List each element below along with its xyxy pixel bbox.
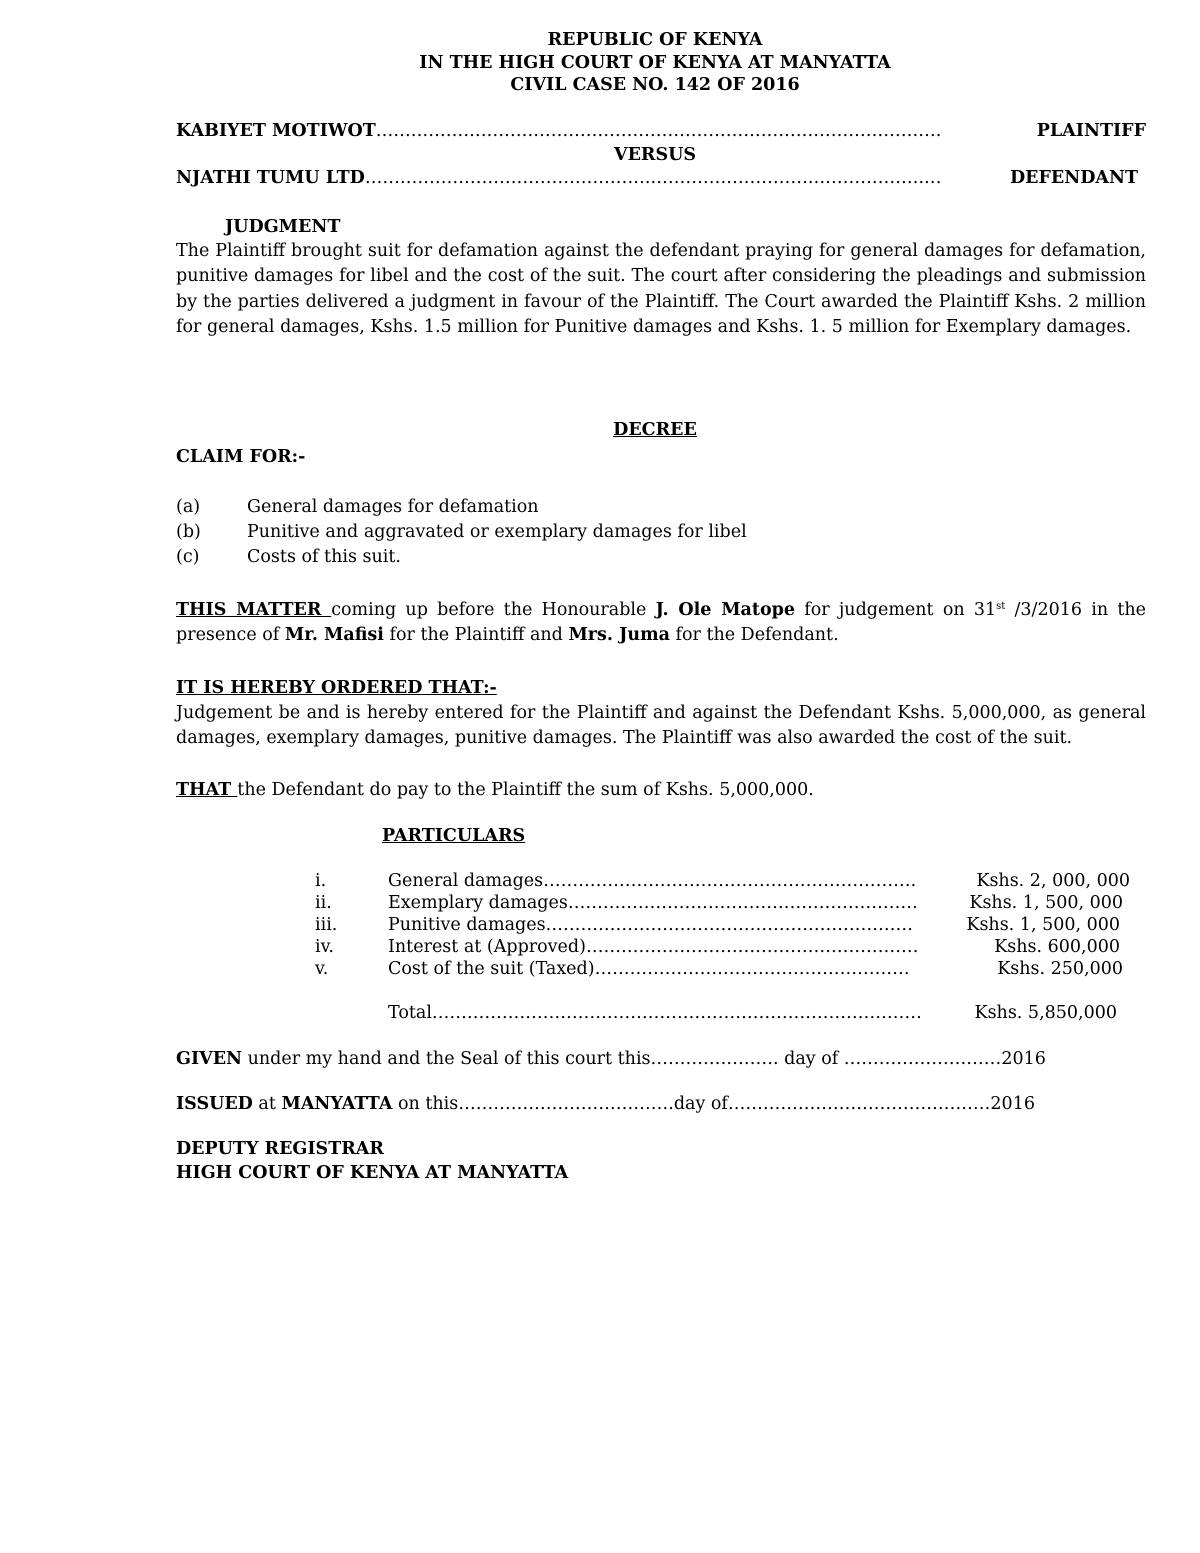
claim-heading: CLAIM FOR:- [176, 447, 306, 467]
orders-body: Judgement be and is hereby entered for the Plaintiff and against the Defendant Kshs. 5,000,000, as general damages, exemplary damages, punitive damages. The Plaintiff was also awarded the cost of the suit. [176, 703, 1146, 749]
that-line: THAT the Defendant do pay to the Plaintiff the sum of Kshs. 5,000,000. [176, 780, 814, 800]
defendant-name: NJATHI TUMU LTD………………………………………….……………………….……………….… [176, 168, 942, 188]
judgment-body: The Plaintiff brought suit for defamation against the defendant praying for general damages for defamation, punitive damages for libel and the cost of the suit. The court after considering the pleadings and submission by the parties delivered a judgment in favour of the Plaintiff. The Court awarded the Plaintiff Kshs. 2 million for general damages, Kshs. 1.5 million for Punitive damages and Kshs. 1. 5 million for Exemplary damages. [176, 241, 1146, 338]
plaintiff-counsel: Mr. Mafisi [284, 625, 384, 646]
particular-row: ii. Exemplary damages…………………………………………………… Kshs. 1, 500, 000 [315, 893, 1123, 913]
defendant-line [176, 166, 1136, 191]
judgment-heading: JUDGMENT [225, 217, 341, 237]
signatory-court: HIGH COURT OF KENYA AT MANYATTA [176, 1163, 569, 1183]
orders-heading: IT IS HEREBY ORDERED THAT:- [176, 678, 497, 698]
signatory-title: DEPUTY REGISTRAR [176, 1139, 384, 1159]
particulars-total: Total………………………………………………………………………… Kshs. 5,850,000 [388, 1003, 1117, 1023]
matter-lead: THIS MATTER [176, 600, 332, 620]
header-court: IN THE HIGH COURT OF KENYA AT MANYATTA [419, 53, 891, 73]
particular-row: iii. Punitive damages……………………………………………………… Kshs. 1, 500, 000 [315, 915, 1120, 935]
claim-item: (b) Punitive and aggravated or exemplary damages for libel [176, 522, 747, 542]
decree-heading: DECREE [613, 420, 697, 440]
header-republic: REPUBLIC OF KENYA [547, 30, 763, 50]
plaintiff-name: KABIYET MOTIWOT……………………………………………………………………………………. [176, 121, 942, 141]
particular-row: v. Cost of the suit (Taxed)……………………………………………… Kshs. 250,000 [315, 959, 1123, 979]
issued-line: ISSUED at MANYATTA on this……………………………….day of………………………………………2016 [176, 1094, 1035, 1114]
matter-paragraph: THIS MATTER coming up before the Honourable J. Ole Matope for judgement on 31st /3/2016 in the presence of Mr. Mafisi for the Plaintiff and Mrs. Juma for the Defendant. [176, 600, 1146, 646]
particular-row: iv. Interest at (Approved)………………………………………………… Kshs. 600,000 [315, 937, 1120, 957]
particular-row: i. General damages………………………………………………………. Kshs. 2, 000, 000 [315, 871, 1130, 891]
header-case-number: CIVIL CASE NO. 142 OF 2016 [510, 75, 800, 95]
claim-item: (a) General damages for defamation [176, 497, 539, 517]
defendant-counsel: Mrs. Juma [568, 625, 670, 646]
given-line: GIVEN under my hand and the Seal of this court this…………………. day of ………………………2016 [176, 1049, 1046, 1069]
plaintiff-line [176, 119, 1146, 144]
defendant-role: DEFENDANT [1009, 168, 1138, 188]
versus-label: VERSUS [614, 145, 696, 165]
claim-item: (c) Costs of this suit. [176, 547, 401, 567]
particulars-heading: PARTICULARS [382, 826, 526, 846]
plaintiff-role: PLAINTIFF [1036, 121, 1146, 141]
judge-name: J. Ole Matope [655, 600, 796, 620]
